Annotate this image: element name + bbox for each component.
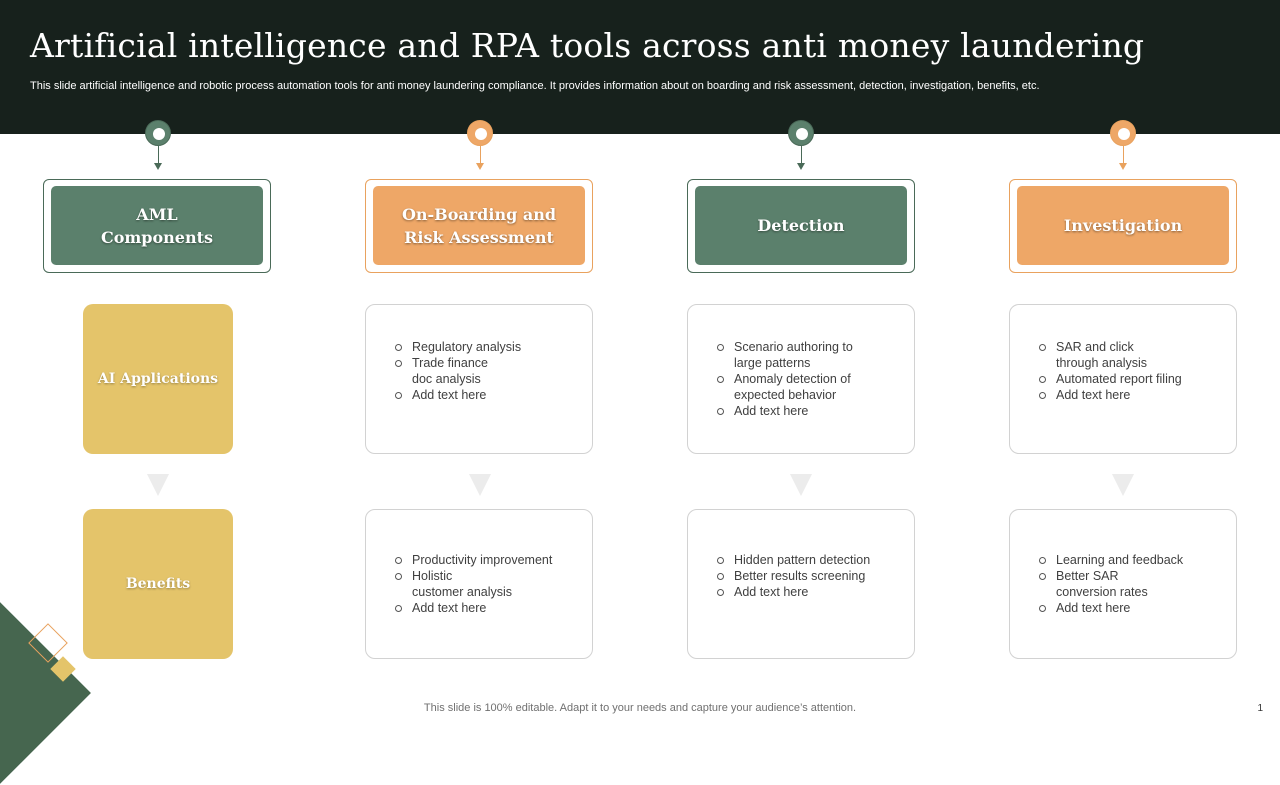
list-item: Regulatory analysis bbox=[394, 339, 578, 355]
header-detection-label: Detection bbox=[757, 216, 845, 235]
pin-connector-2 bbox=[480, 146, 481, 164]
list-item: Add text here bbox=[394, 600, 578, 616]
pin-marker-1 bbox=[145, 120, 171, 146]
pin-arrow-1 bbox=[154, 163, 162, 170]
header-aml-components bbox=[43, 179, 271, 273]
card-ai-investigation bbox=[1009, 304, 1237, 454]
card-benefits-onboarding bbox=[365, 509, 593, 659]
header-aml-components-label: AML Components bbox=[100, 204, 214, 247]
list-item: Anomaly detection of expected behavior bbox=[716, 371, 900, 403]
down-arrow-1 bbox=[147, 474, 169, 496]
pin-arrow-4 bbox=[1119, 163, 1127, 170]
card-ai-detection bbox=[687, 304, 915, 454]
pin-arrow-2 bbox=[476, 163, 484, 170]
page-title: Artificial intelligence and RPA tools across anti money laundering bbox=[30, 26, 1145, 65]
card-benefits-investigation bbox=[1009, 509, 1237, 659]
list-item: Add text here bbox=[1038, 387, 1222, 403]
header-investigation-label: Investigation bbox=[1063, 216, 1183, 235]
down-arrow-3 bbox=[790, 474, 812, 496]
row-label-benefits bbox=[83, 509, 233, 659]
list-item: Trade finance doc analysis bbox=[394, 355, 578, 387]
pin-connector-4 bbox=[1123, 146, 1124, 164]
list-item: Add text here bbox=[394, 387, 578, 403]
list-item: Learning and feedback bbox=[1038, 552, 1222, 568]
header-investigation bbox=[1009, 179, 1237, 273]
footer-note: This slide is 100% editable. Adapt it to your needs and capture your audience’s attention. bbox=[423, 702, 857, 714]
pin-connector-1 bbox=[158, 146, 159, 164]
pin-marker-3 bbox=[788, 120, 814, 146]
list-item: Productivity improvement bbox=[394, 552, 578, 568]
down-arrow-2 bbox=[469, 474, 491, 496]
row-label-ai-applications-text: AI Applications bbox=[97, 371, 219, 387]
list-item: Holistic customer analysis bbox=[394, 568, 578, 600]
row-label-ai-applications bbox=[83, 304, 233, 454]
down-arrow-4 bbox=[1112, 474, 1134, 496]
header-detection bbox=[687, 179, 915, 273]
list-item: Add text here bbox=[1038, 600, 1222, 616]
pin-connector-3 bbox=[801, 146, 802, 164]
list-item: Better SAR conversion rates bbox=[1038, 568, 1222, 600]
card-benefits-detection bbox=[687, 509, 915, 659]
list-item: Add text here bbox=[716, 403, 900, 419]
list-item: SAR and click through analysis bbox=[1038, 339, 1222, 371]
list-item: Better results screening bbox=[716, 568, 900, 584]
card-ai-onboarding bbox=[365, 304, 593, 454]
header-onboarding-risk-label: On-Boarding and Risk Assessment bbox=[401, 204, 557, 247]
list-item: Hidden pattern detection bbox=[716, 552, 900, 568]
page-number: 1 bbox=[1257, 703, 1263, 714]
list-item: Automated report filing bbox=[1038, 371, 1222, 387]
pin-marker-2 bbox=[467, 120, 493, 146]
row-label-benefits-text: Benefits bbox=[125, 576, 191, 592]
pin-arrow-3 bbox=[797, 163, 805, 170]
list-item: Scenario authoring to large patterns bbox=[716, 339, 900, 371]
header-banner bbox=[0, 0, 1280, 134]
pin-marker-4 bbox=[1110, 120, 1136, 146]
header-onboarding-risk bbox=[365, 179, 593, 273]
list-item: Add text here bbox=[716, 584, 900, 600]
page-subtitle: This slide artificial intelligence and robotic process automation tools for anti money laundering compliance. It provides information about on boarding and risk assessment, detection, investigation, benefits, etc. bbox=[30, 80, 1040, 92]
